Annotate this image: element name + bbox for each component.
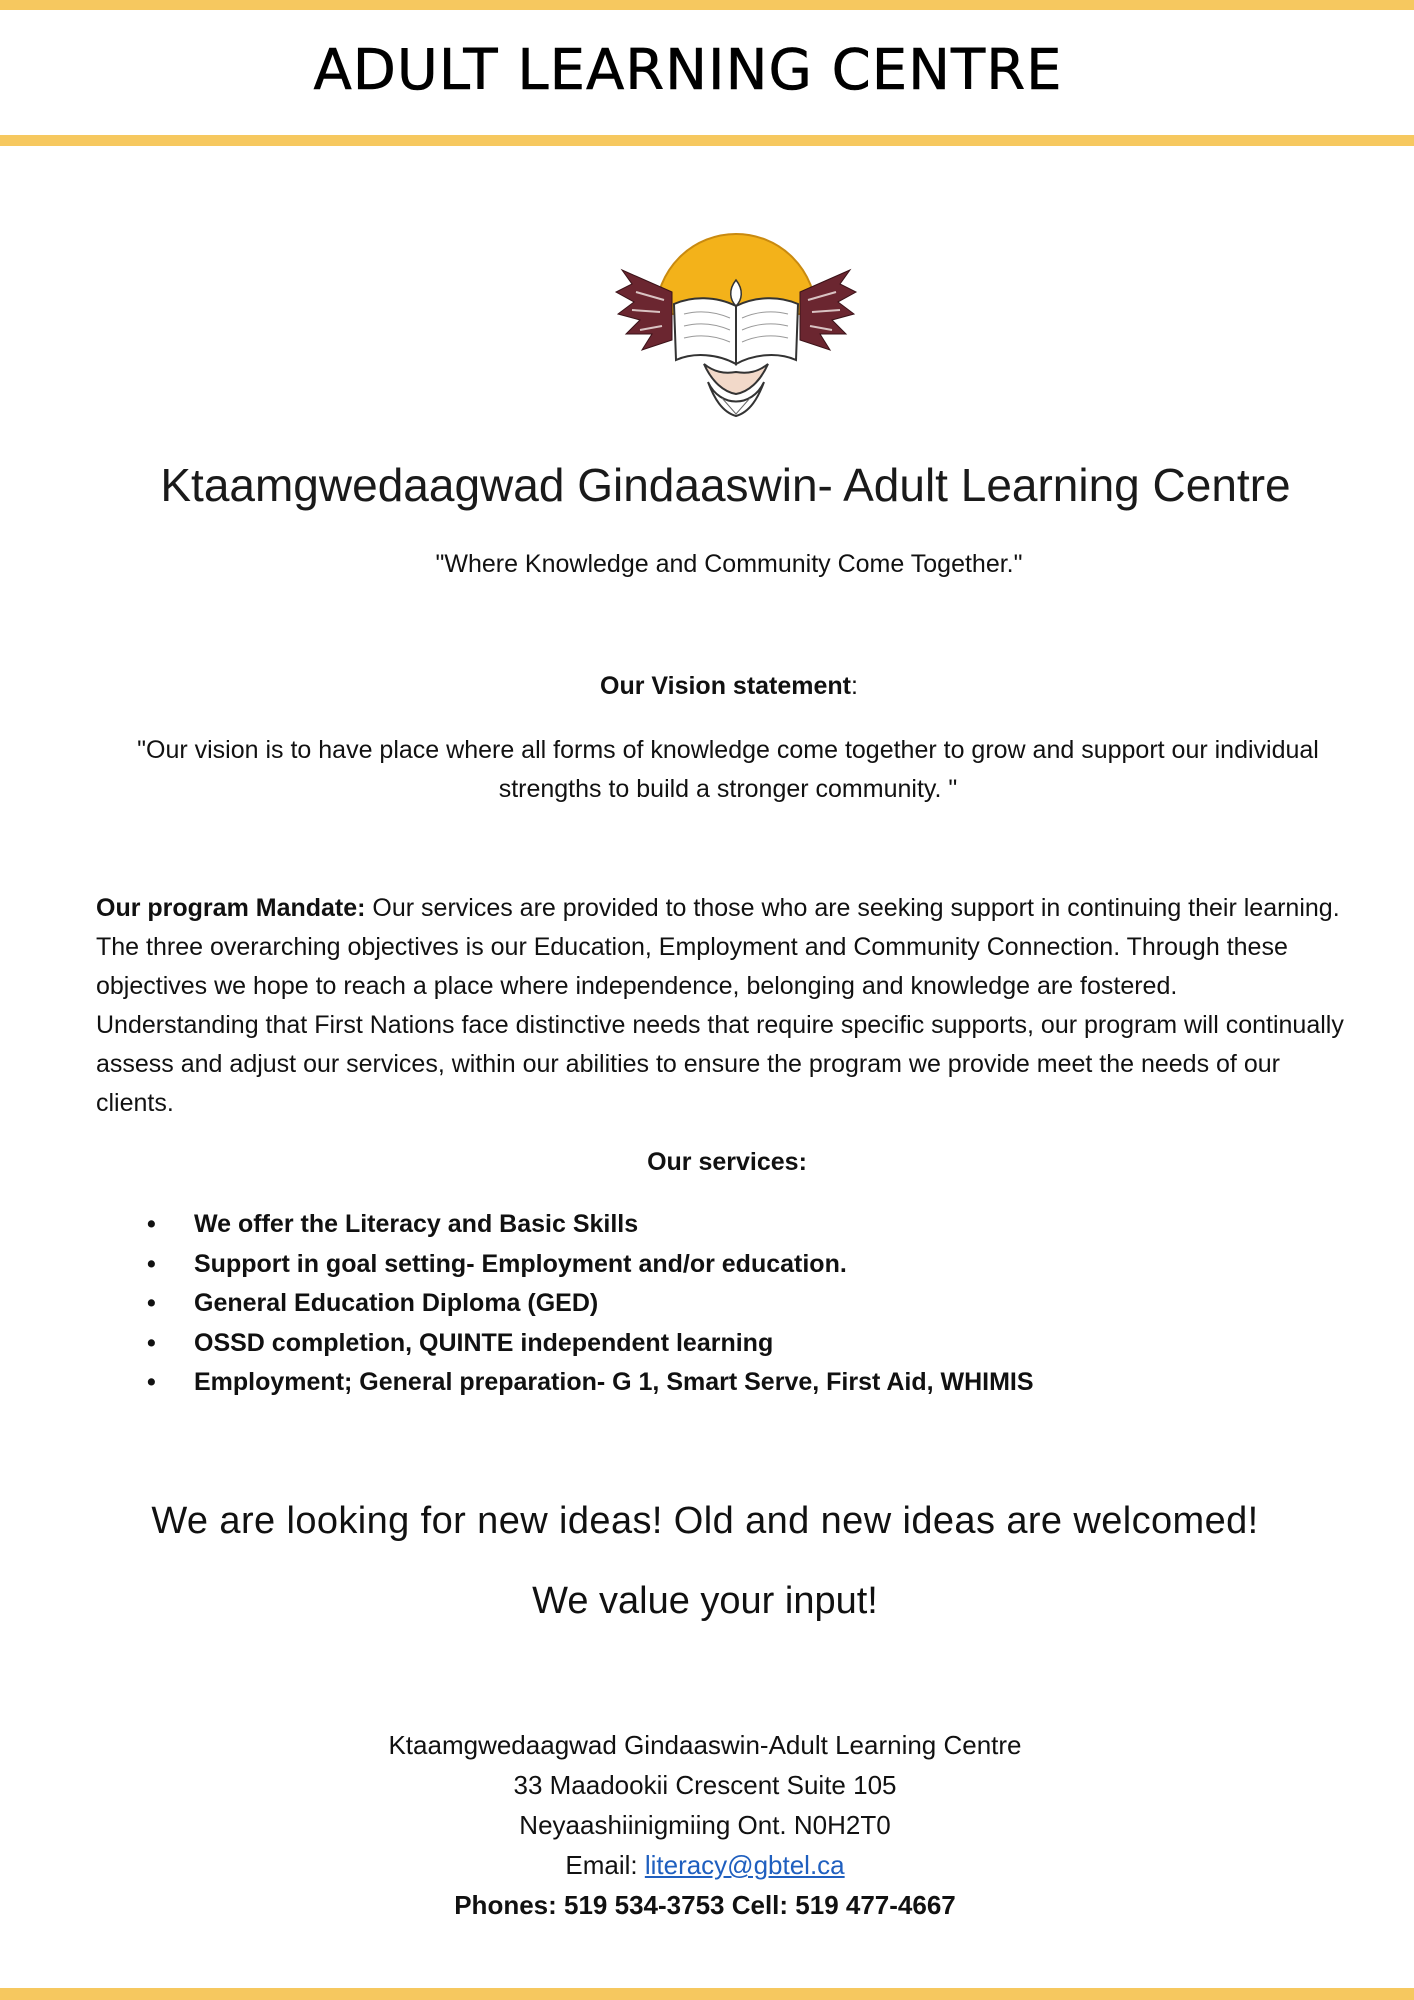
contact-email-line — [0, 1845, 1410, 1885]
top-border-band — [0, 0, 1414, 10]
tagline: "Where Knowledge and Community Come Together." — [435, 550, 1023, 578]
list-item — [140, 1245, 1034, 1285]
bullet-icon: • — [147, 1210, 156, 1238]
list-item — [140, 1205, 1034, 1245]
organization-title: Ktaamgwedaagwad Gindaaswin- Adult Learning Centre — [160, 459, 1291, 511]
services-heading: Our services: — [647, 1148, 807, 1176]
service-text: General Education Diploma (GED) — [194, 1289, 599, 1317]
logo-book — [674, 298, 798, 364]
email-label: Email: — [565, 1850, 645, 1880]
bottom-border-band — [0, 1988, 1414, 2000]
header-border-band — [0, 135, 1414, 146]
vision-heading-colon: : — [851, 672, 858, 700]
service-text: Employment; General preparation- G 1, Smart Serve, First Aid, WHIMIS — [194, 1368, 1034, 1396]
list-item — [140, 1284, 1034, 1324]
sun-eagle-book-logo-icon — [612, 222, 860, 420]
service-text: We offer the Literacy and Basic Skills — [194, 1210, 639, 1238]
vision-heading-label: Our Vision statement — [600, 672, 852, 700]
mandate-label: Our program Mandate: — [96, 894, 366, 922]
program-mandate — [96, 889, 1354, 1123]
contact-block — [0, 1725, 1410, 1925]
list-item — [140, 1324, 1034, 1364]
service-text: Support in goal setting- Employment and/or education. — [194, 1249, 847, 1278]
page-header-title: ADULT LEARNING CENTRE — [313, 38, 1063, 103]
contact-address-line1: 33 Maadookii Crescent Suite 105 — [513, 1770, 897, 1800]
call-to-action-ideas: We are looking for new ideas! Old and new ideas are welcomed! — [151, 1500, 1259, 1542]
contact-name: Ktaamgwedaagwad Gindaaswin-Adult Learning Centre — [388, 1730, 1022, 1760]
email-link[interactable]: literacy@gbtel.ca — [644, 1850, 845, 1880]
vision-heading — [0, 672, 1414, 701]
services-list — [140, 1205, 1034, 1403]
contact-phones: Phones: 519 534-3753 Cell: 519 477-4667 — [454, 1890, 956, 1920]
bullet-icon: • — [147, 1289, 156, 1317]
service-text: OSSD completion, QUINTE independent learning — [194, 1328, 774, 1357]
bullet-icon: • — [147, 1368, 156, 1396]
list-item — [140, 1363, 1034, 1403]
logo-eagle-tail — [704, 364, 768, 416]
contact-address-line2: Neyaashiinigmiing Ont. N0H2T0 — [519, 1810, 891, 1840]
call-to-action-input: We value your input! — [532, 1580, 878, 1622]
bullet-icon: • — [147, 1328, 156, 1357]
mandate-text: Our services are provided to those who are seeking support in continuing their learning. The three overarching objectives is our Education, Employment and Community Connection. Through these objectives we hope to reach a place where independence, belonging and knowledge are fostered. Understanding that First Nations face distinctive needs that require specific supports, our program will continually assess and adjust our services, within our abilities to ensure the program we provide meet the needs of our clients. — [96, 894, 1354, 1117]
bullet-icon: • — [147, 1249, 156, 1278]
vision-statement: "Our vision is to have place where all forms of knowledge come together to grow and support our individual strengths to build a stronger community. " — [137, 736, 1319, 803]
